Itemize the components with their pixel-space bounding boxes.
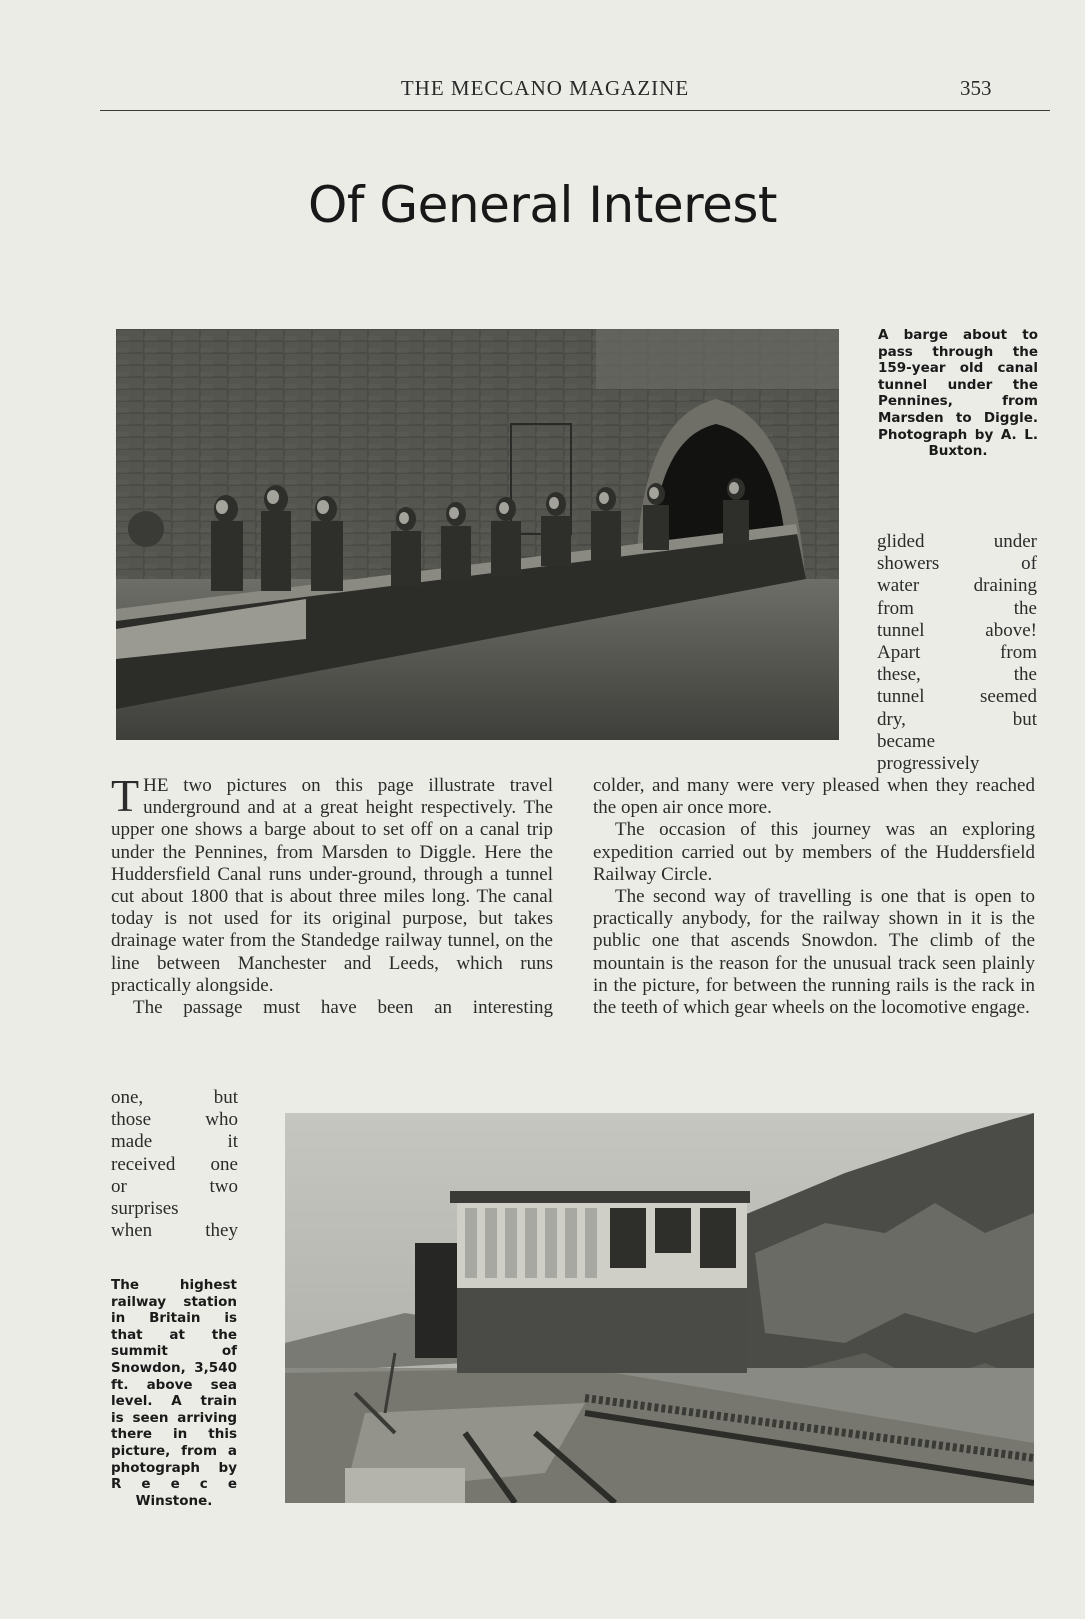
canal-barge-tunnel-photo-icon	[116, 329, 839, 740]
text-line: progressively	[877, 753, 980, 775]
text-line: one, but	[111, 1087, 238, 1108]
caption-line: is seen arriving	[111, 1409, 237, 1426]
text-line: from the	[877, 597, 1037, 619]
text-line: tunnel seemed	[877, 686, 1037, 708]
text-line: tunnel above!	[877, 619, 1037, 641]
caption-line: ft. above sea	[111, 1376, 237, 1393]
text-line: water draining	[877, 575, 1037, 597]
running-header: THE MECCANO MAGAZINE	[400, 76, 690, 100]
narrow-left-column	[111, 1087, 238, 1242]
text-line: showers of	[877, 553, 1037, 575]
narrow-right-column	[877, 531, 1037, 775]
text-line: Apart from	[877, 642, 1037, 664]
paragraph-lead-line: The passage must have been an interesting	[133, 997, 553, 1019]
page-number: 353	[960, 76, 992, 100]
paragraph-expedition: The occasion of this journey was an exploring expedition carried out by members of the Huddersfield Railway Circle.	[593, 819, 1035, 885]
caption-line: pass through the	[878, 343, 1038, 360]
caption-line: there in this	[111, 1426, 237, 1443]
caption-line: Pennines, from	[878, 393, 1038, 410]
snowdon-railway-photo	[285, 1113, 1034, 1503]
article-headline: Of General Interest	[308, 176, 777, 234]
text-line: dry, but	[877, 708, 1037, 730]
paragraph-intro	[111, 770, 553, 997]
caption-line: tunnel under the	[878, 376, 1038, 393]
caption-line: level. A train	[111, 1393, 237, 1410]
caption-line: The highest	[111, 1277, 237, 1293]
caption-line: Snowdon, 3,540	[111, 1359, 237, 1376]
text-line: received one	[111, 1153, 238, 1175]
paragraph-intro-text: HE two pictures on this page illustrate travel underground and at a great height respectively. The upper one shows a barge about to set off on a canal trip under the Pennines, from Marsden to Diggle. Here the Huddersfield Canal runs under-ground, through a tunnel cut about 1800 that is about three miles long. The canal today is not used for its original purpose, but takes drainage water from the Standedge railway tunnel, on the line between Manchester and Leeds, which runs practically alongside.	[111, 775, 553, 996]
caption-line: Marsden to Diggle.	[878, 409, 1038, 426]
paragraph-snowdon: The second way of travelling is one that is open to practically anybody, for the railway shown in it is the public one that ascends Snowdon. The climb of the mountain is the reason for the unusual track seen plainly in the picture, for between the running rails is the rack in the teeth of which gear wheels on the locomotive engage.	[593, 886, 1035, 1019]
text-line: those who	[111, 1109, 238, 1131]
railway-photo-caption	[111, 1277, 237, 1509]
drop-cap: T	[111, 770, 140, 821]
text-line: when they	[111, 1220, 238, 1242]
text-line: these, the	[877, 664, 1037, 686]
caption-line: Photograph by A. L.	[878, 426, 1038, 443]
header-rule	[100, 110, 1050, 111]
caption-line: Winstone.	[135, 1492, 213, 1509]
canal-barge-photo	[116, 329, 839, 740]
canal-photo-caption	[878, 327, 1038, 460]
caption-line: R e e c e	[111, 1476, 237, 1493]
caption-line: A barge about to	[878, 327, 1038, 343]
caption-line: in Britain is	[111, 1310, 237, 1327]
paragraph-continued: colder, and many were very pleased when they reached the open air once more.	[593, 775, 1035, 819]
text-line: surprises	[111, 1198, 179, 1220]
text-line: made it	[111, 1131, 238, 1153]
text-line: became	[877, 730, 936, 752]
caption-line: photograph by	[111, 1459, 237, 1476]
snowdon-railway-photo-icon	[285, 1113, 1034, 1503]
caption-line: picture, from a	[111, 1442, 237, 1459]
caption-line: summit of	[111, 1343, 237, 1360]
left-article-column	[111, 770, 553, 1019]
text-line: glided under	[877, 531, 1037, 552]
caption-line: that at the	[111, 1326, 237, 1343]
caption-line: railway station	[111, 1293, 237, 1310]
right-article-column	[593, 775, 1035, 1019]
caption-line: 159-year old canal	[878, 360, 1038, 377]
text-line: or two	[111, 1175, 238, 1197]
caption-line: Buxton.	[928, 443, 988, 460]
